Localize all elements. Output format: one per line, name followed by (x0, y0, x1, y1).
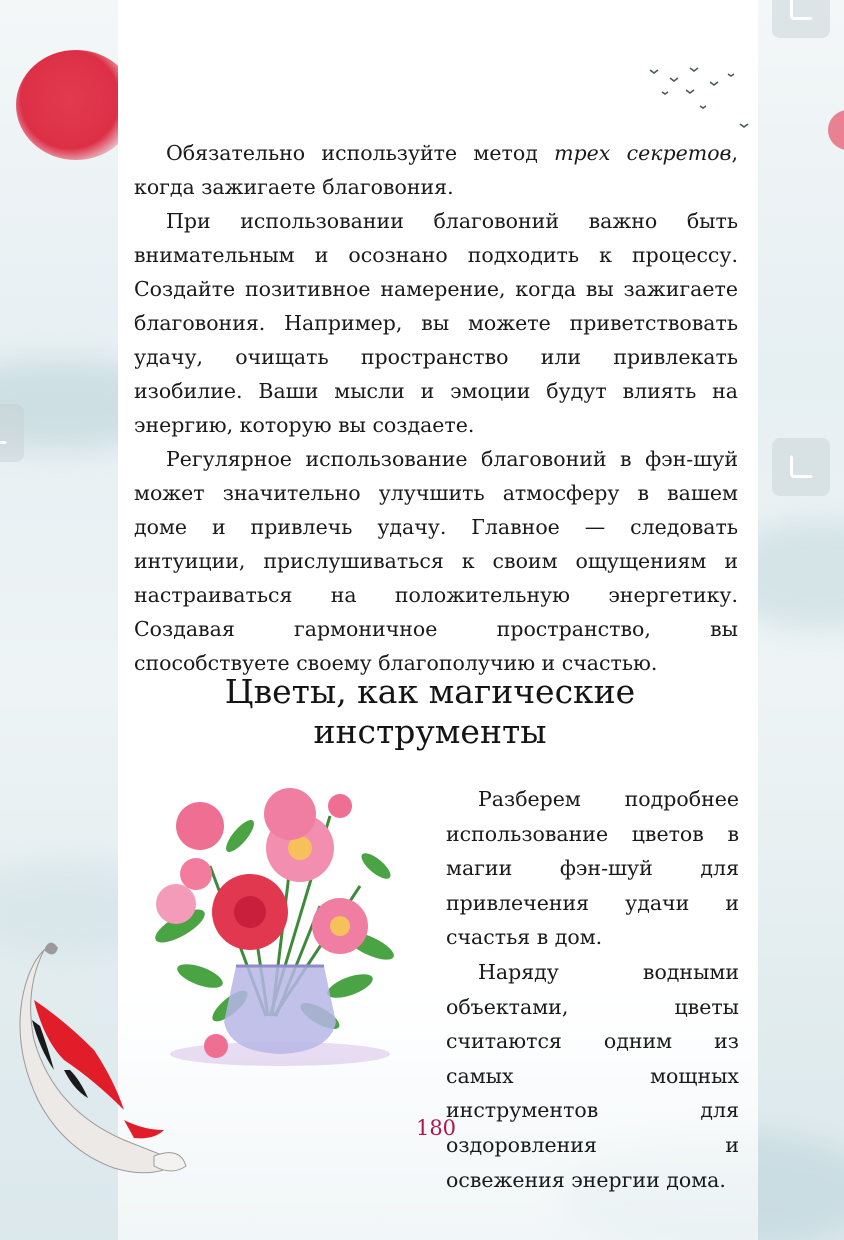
section-text (446, 782, 739, 1197)
section-heading (150, 672, 710, 752)
page-number: 180 (415, 1116, 457, 1140)
paragraph: При использовании благовоний важно быть внимательным и осознано подходить к процессу. Создайте позитивное намерение, когда вы зажигаете благовония. Например, вы можете приветствовать удачу, очищать пространство или привлекать изобилие. Ваши мысли и эмоции будут влиять на энергию, которую вы создаете. (134, 209, 738, 437)
paragraph: Наряду водными объектами, цветы считаются одним из самых мощных инструментов для оздоровления и освежения энергии дома. (446, 959, 739, 1192)
emphasis-text: трех секретов (554, 141, 732, 165)
paragraph-text: Обязательно используйте метод (166, 141, 555, 165)
paragraph: Регулярное использование благовоний в фэн-шуй может значительно улучшить атмосферу в вашем доме и привлечь удачу. Главное — следовать интуиции, прислушиваться к своим ощущениям и настраиваться на положительную энергетику. Создавая гармоничное пространство, вы способствуете своему благополучию и счастью. (134, 447, 738, 675)
watermark-icon (0, 404, 24, 462)
paragraph: Разберем подробнее использование цветов в магии фэн-шуй для привлечения удачи и счастья в дом. (446, 787, 739, 950)
heading-line: инструменты (313, 712, 547, 751)
koi-fish-illustration (4, 930, 194, 1190)
watermark-icon (772, 0, 830, 38)
flying-birds-illustration (640, 60, 760, 143)
watermark-icon (772, 438, 830, 496)
heading-line: Цветы, как магические (224, 672, 636, 711)
paragraph (134, 136, 738, 204)
paragraph-text: , когда зажигаете благовония. (134, 141, 739, 199)
red-sun-fragment (828, 110, 844, 150)
body-text (134, 136, 738, 680)
